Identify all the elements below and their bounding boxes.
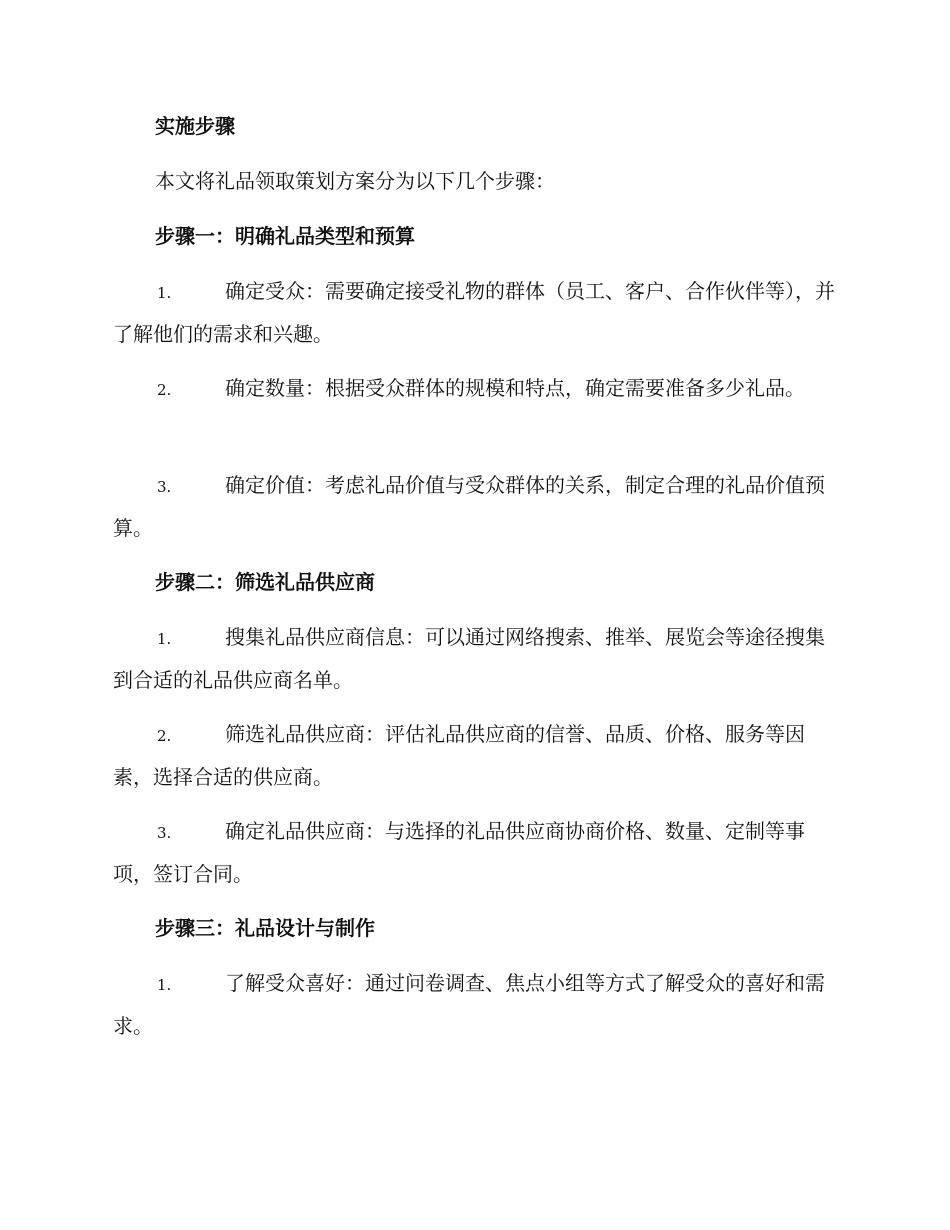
section-1-item-3 xyxy=(113,465,835,549)
item-text: 筛选礼品供应商：评估礼品供应商的信誉、品质、价格、服务等因素，选择合适的供应商。 xyxy=(113,722,805,789)
document-title: 实施步骤 xyxy=(155,114,235,138)
item-number: 2. xyxy=(157,727,172,745)
item-number: 2. xyxy=(157,381,172,399)
section-3-item-1 xyxy=(113,963,835,1047)
section-2-item-2 xyxy=(113,714,835,798)
item-text: 确定数量：根据受众群体的规模和特点，确定需要准备多少礼品。 xyxy=(225,376,805,400)
item-text: 确定受众：需要确定接受礼物的群体（员工、客户、合作伙伴等），并了解他们的需求和兴趣。 xyxy=(113,279,835,346)
section-1-item-1 xyxy=(113,271,835,355)
item-number: 1. xyxy=(157,630,172,648)
intro-paragraph: 本文将礼品领取策划方案分为以下几个步骤： xyxy=(155,169,555,193)
item-text: 了解受众喜好：通过问卷调查、焦点小组等方式了解受众的喜好和需求。 xyxy=(113,971,825,1038)
section-1-item-2 xyxy=(113,368,835,411)
section-2-item-3 xyxy=(113,811,835,895)
item-number: 1. xyxy=(157,284,172,302)
item-text: 确定价值：考虑礼品价值与受众群体的关系，制定合理的礼品价值预算。 xyxy=(113,473,825,540)
item-number: 1. xyxy=(157,976,172,994)
item-number: 3. xyxy=(157,478,172,496)
item-number: 3. xyxy=(157,824,172,842)
section-3-heading: 步骤三：礼品设计与制作 xyxy=(155,916,375,940)
item-text: 搜集礼品供应商信息：可以通过网络搜索、推举、展览会等途径搜集到合适的礼品供应商名单。 xyxy=(113,625,825,692)
section-1-heading: 步骤一：明确礼品类型和预算 xyxy=(155,224,415,248)
item-text: 确定礼品供应商：与选择的礼品供应商协商价格、数量、定制等事项，签订合同。 xyxy=(113,819,805,886)
section-2-item-1 xyxy=(113,617,835,701)
section-2-heading: 步骤二：筛选礼品供应商 xyxy=(155,570,375,594)
